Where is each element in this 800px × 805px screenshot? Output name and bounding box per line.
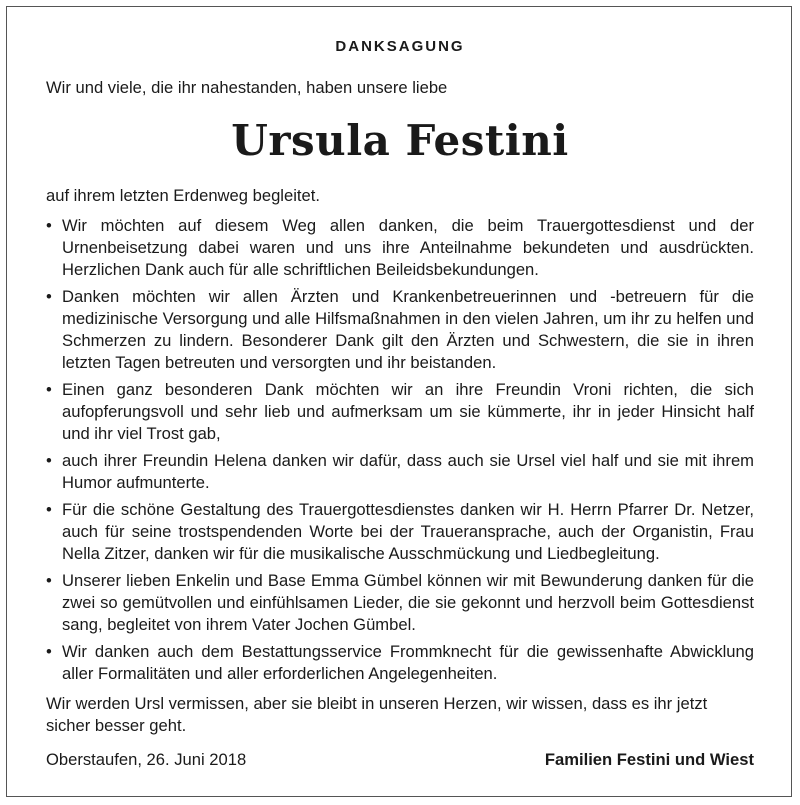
notice-footer <box>46 749 754 771</box>
bullet-icon: • <box>46 571 52 590</box>
bullet-icon: • <box>46 380 52 399</box>
bullet-icon: • <box>46 642 52 661</box>
thanks-list <box>46 215 754 685</box>
closing-text: Wir werden Ursl vermissen, aber sie bleibt in unseren Herzen, wir wissen, dass es ihr jetzt sicher besser geht. <box>46 694 708 735</box>
notice-heading: DANKSAGUNG <box>335 38 465 55</box>
after-name-text: auf ihrem letzten Erdenweg begleitet. <box>46 186 320 205</box>
intro-text: Wir und viele, die ihr nahestanden, haben unsere liebe <box>46 78 448 97</box>
list-item: • Wir danken auch dem Bestattungsservice Frommknecht für die gewissenhafte Abwicklung aller Formalitäten und aller erforderlichen Angelegenheiten. <box>46 642 754 683</box>
list-item: • Unserer lieben Enkelin und Base Emma Gümbel können wir mit Bewunderung danken für die zwei so gemütvollen und einfühlsamen Lieder, die sie gekonnt und herzvoll beim Gottesdienst sang, begleitet von ihrem Vater Jochen Gümbel. <box>46 571 754 634</box>
bullet-icon: • <box>46 451 52 470</box>
bullet-icon: • <box>46 287 52 306</box>
list-item: • Für die schöne Gestaltung des Trauergottesdienstes danken wir H. Herrn Pfarrer Dr. Netzer, auch für seine trostspendenden Worte bei der Traueransprache, auch der Organistin, Frau Nella Zitzer, danken wir für die musikalische Ausschmückung und Liedbegleitung. <box>46 500 754 563</box>
deceased-name: Ursula Festini <box>231 116 569 165</box>
notice-body <box>46 36 754 737</box>
list-item: • auch ihrer Freundin Helena danken wir dafür, dass auch sie Ursel viel half und sie mit ihrem Humor aufmunterte. <box>46 451 754 492</box>
place-date: Oberstaufen, 26. Juni 2018 <box>46 750 247 769</box>
bullet-icon: • <box>46 216 52 235</box>
bullet-icon: • <box>46 500 52 519</box>
list-item: • Einen ganz besonderen Dank möchten wir an ihre Freundin Vroni richten, die sich aufopferungsvoll und sehr lieb und aufmerksam um sie kümmerte, ihr in jeder Hinsicht half und ihr viel Trost gab, <box>46 380 754 443</box>
signature: Familien Festini und Wiest <box>544 750 754 769</box>
list-item: • Wir möchten auf diesem Weg allen danken, die beim Trauergottesdienst und der Urnenbeisetzung dabei waren und uns ihre Anteilnahme bekundeten und ausdrückten. Herzlichen Dank auch für alle schriftlichen Beileidsbekundungen. <box>46 216 754 279</box>
list-item: • Danken möchten wir allen Ärzten und Krankenbetreuerinnen und -betreuern für die medizinische Versorgung und alle Hilfsmaßnahmen in den vielen Jahren, um ihr zu helfen und Schmerzen zu lindern. Besonderer Dank gilt den Ärzten und Schwestern, die sie in ihren letzten Tagen betreuten und versorgten und ihr beistanden. <box>46 287 754 372</box>
